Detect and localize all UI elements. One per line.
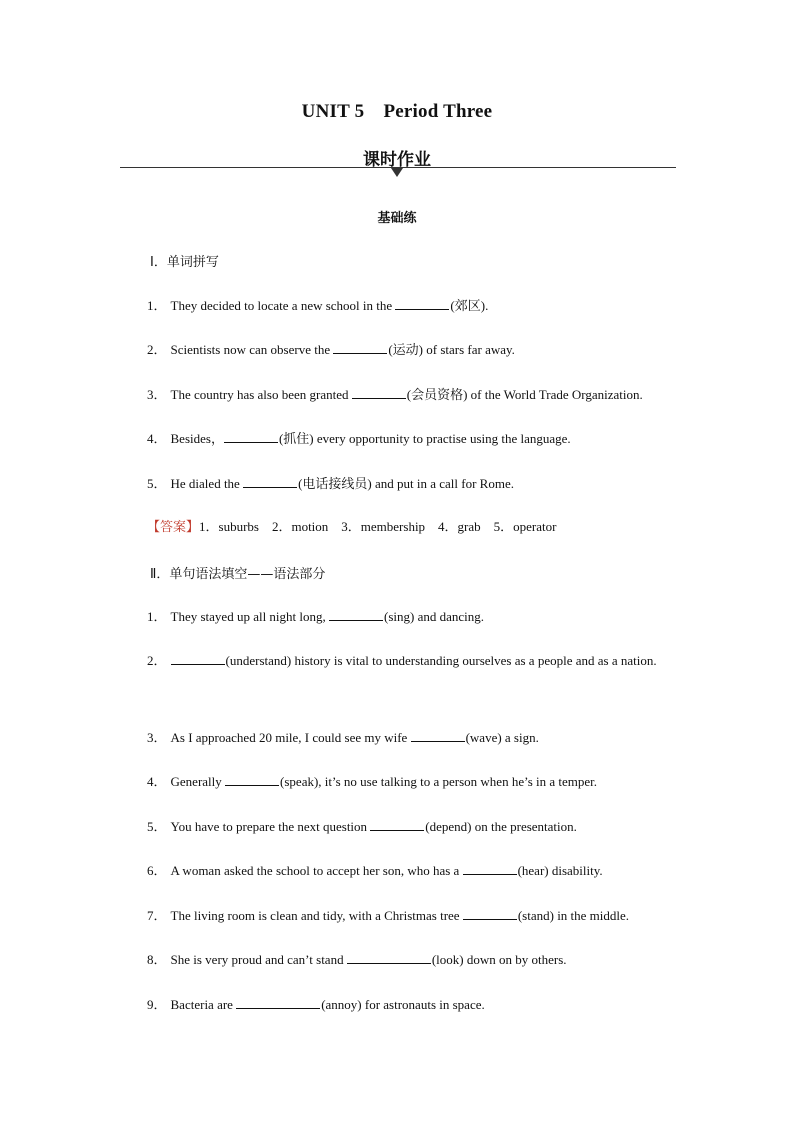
question-number: 2．	[147, 653, 167, 668]
question-item	[147, 772, 677, 791]
answer-blank[interactable]	[243, 474, 297, 488]
question-text-before: Bacteria are	[170, 997, 237, 1012]
question-number: 5．	[147, 819, 167, 834]
question-text-before: They decided to locate a new school in the	[170, 298, 396, 313]
question-item	[120, 645, 676, 676]
question-number: 2．	[147, 342, 167, 357]
question-text-after: (郊区).	[450, 298, 489, 313]
part2-heading: Ⅱ．单句语法填空——语法部分	[150, 567, 326, 582]
page-subtitle: 课时作业	[363, 150, 431, 170]
question-number: 5．	[147, 476, 167, 491]
question-text-before: Scientists now can observe the	[170, 342, 334, 357]
answer-blank[interactable]	[352, 385, 406, 399]
answer-blank[interactable]	[411, 728, 465, 742]
question-item	[147, 607, 677, 626]
question-text-after: (stand) in the middle.	[517, 908, 630, 923]
question-text-before: You have to prepare the next question	[170, 819, 371, 834]
question-text-before: Besides，	[170, 431, 224, 446]
question-text-after: (understand) history is vital to understanding ourselves as a people and as a nation.	[225, 653, 657, 668]
question-number: 1．	[147, 298, 167, 313]
question-text-after: (speak), it’s no use talking to a person when he’s in a temper.	[280, 774, 598, 789]
question-item	[147, 429, 677, 448]
answer-blank[interactable]	[395, 296, 449, 310]
question-text-after: (wave) a sign.	[465, 730, 539, 745]
answer-blank[interactable]	[333, 340, 387, 354]
question-item	[147, 995, 677, 1014]
question-item	[147, 861, 677, 880]
part1-heading: Ⅰ．单词拼写	[150, 255, 219, 270]
question-text-after: (sing) and dancing.	[384, 609, 485, 624]
question-text-before: They stayed up all night long,	[170, 609, 330, 624]
question-text-before: Generally	[170, 774, 226, 789]
question-item	[147, 296, 677, 315]
answer-key	[147, 518, 677, 537]
question-text-before: The country has also been granted	[170, 387, 352, 402]
answer-label: 【答案】	[147, 520, 200, 535]
question-text-after: (hear) disability.	[517, 863, 603, 878]
answer-text: 1．suburbs 2．motion 3．membership 4．grab 5．operator	[199, 519, 557, 534]
question-number: 9．	[147, 997, 167, 1012]
answer-blank[interactable]	[463, 861, 517, 875]
question-number: 7．	[147, 908, 167, 923]
section-heading: 基础练	[377, 211, 417, 226]
question-item	[147, 728, 677, 747]
question-item	[147, 340, 677, 359]
question-number: 3．	[147, 730, 167, 745]
answer-blank[interactable]	[347, 950, 431, 964]
page-title: UNIT 5 Period Three	[301, 101, 493, 122]
answer-blank[interactable]	[329, 607, 383, 621]
question-number: 3．	[147, 387, 167, 402]
answer-blank[interactable]	[463, 906, 517, 920]
answer-blank[interactable]	[225, 772, 279, 786]
question-item	[147, 385, 677, 404]
question-number: 1．	[147, 609, 167, 624]
question-number: 4．	[147, 431, 167, 446]
question-text-after: (depend) on the presentation.	[425, 819, 577, 834]
question-text-after: (look) down on by others.	[431, 952, 567, 967]
triangle-down-icon	[391, 168, 403, 177]
question-item	[147, 906, 677, 925]
answer-blank[interactable]	[236, 995, 320, 1009]
question-number: 8．	[147, 952, 167, 967]
question-text-after: (annoy) for astronauts in space.	[321, 997, 485, 1012]
question-number: 6．	[147, 863, 167, 878]
answer-blank[interactable]	[224, 429, 278, 443]
question-text-before: The living room is clean and tidy, with a Christmas tree	[170, 908, 463, 923]
answer-blank[interactable]	[171, 651, 225, 665]
question-text-before: He dialed the	[170, 476, 244, 491]
question-text-before: She is very proud and can’t stand	[170, 952, 347, 967]
question-number: 4．	[147, 774, 167, 789]
question-text-after: (抓住) every opportunity to practise using the language.	[278, 431, 571, 446]
question-text-after: (运动) of stars far away.	[388, 342, 515, 357]
question-item	[147, 474, 677, 493]
answer-blank[interactable]	[370, 817, 424, 831]
question-item	[147, 950, 677, 969]
question-text-before: As I approached 20 mile, I could see my wife	[170, 730, 411, 745]
question-text-after: (会员资格) of the World Trade Organization.	[406, 387, 643, 402]
question-item	[147, 817, 677, 836]
question-text-after: (电话接线员) and put in a call for Rome.	[298, 476, 514, 491]
question-text-before: A woman asked the school to accept her son, who has a	[170, 863, 463, 878]
